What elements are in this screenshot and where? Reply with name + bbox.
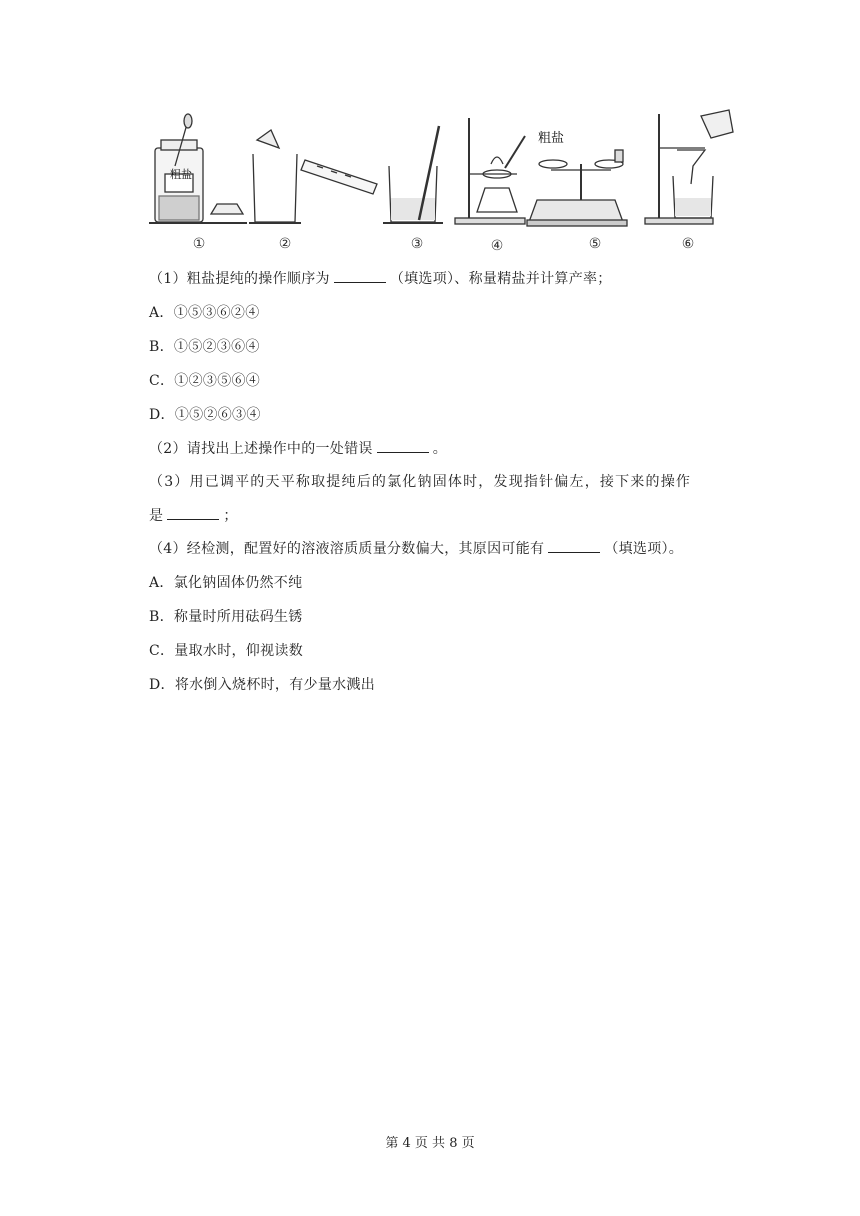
experiment-figure — [145, 104, 755, 256]
q1-option-a: A．①⑤③⑥②④ — [149, 305, 260, 321]
figure-label-1: ① — [192, 236, 206, 252]
q1-option-b: B．①⑤②③⑥④ — [149, 339, 260, 355]
q1-answer-blank[interactable] — [334, 270, 386, 283]
figure-label-6: ⑥ — [681, 236, 695, 252]
figure-label-2: ② — [278, 236, 292, 252]
q3-answer-blank[interactable] — [167, 507, 219, 520]
q1-text-b: （填选项）、称量精盐并计算产率； — [389, 271, 612, 287]
page-footer: 第 4 页 共 8 页 — [385, 1136, 475, 1151]
q4-option-d: D．将水倒入烧杯时，有少量水溅出 — [149, 677, 376, 693]
figure-label-5: ⑤ — [588, 236, 602, 252]
q3-text-b: ； — [223, 508, 238, 524]
filtration-illustration — [645, 110, 733, 224]
stirring-illustration — [383, 126, 443, 223]
evaporation-illustration — [455, 118, 525, 224]
q2-text-b: 。 — [432, 441, 448, 457]
balance-label-text: 粗盐 — [538, 131, 565, 146]
q4-text-b: （填选项）。 — [604, 541, 684, 557]
balance-illustration — [527, 150, 627, 226]
question-1 — [149, 270, 612, 288]
q4-option-c: C．量取水时，仰视读数 — [149, 643, 304, 659]
q2-text-a: （2）请找出上述操作中的一处错误 — [149, 441, 373, 457]
q1-option-c: C．①②③⑤⑥④ — [149, 373, 261, 389]
q1-option-d: D．①⑤②⑥③④ — [149, 407, 261, 423]
question-4 — [149, 540, 683, 558]
q4-text-a: （4）经检测，配置好的溶液溶质质量分数偏大，其原因可能有 — [149, 541, 545, 557]
question-3-line-2 — [149, 507, 238, 525]
q4-option-b: B．称量时所用砝码生锈 — [149, 609, 303, 625]
q4-option-a: A．氯化钠固体仍然不纯 — [149, 575, 303, 591]
figure-label-4: ④ — [490, 238, 504, 254]
figure-label-3: ③ — [410, 236, 424, 252]
jar-label-text: 粗盐 — [170, 168, 192, 181]
q3-text-a: 是 — [149, 508, 164, 524]
reagent-jar-illustration — [149, 114, 247, 223]
question-3-line-1: （3）用已调平的天平称取提纯后的氯化钠固体时，发现指针偏左，接下来的操作 — [149, 474, 692, 490]
q1-text-a: （1）粗盐提纯的操作顺序为 — [149, 271, 330, 287]
q4-answer-blank[interactable] — [548, 540, 600, 553]
question-2 — [149, 440, 447, 458]
dissolving-illustration — [249, 130, 377, 223]
q2-answer-blank[interactable] — [377, 440, 429, 453]
